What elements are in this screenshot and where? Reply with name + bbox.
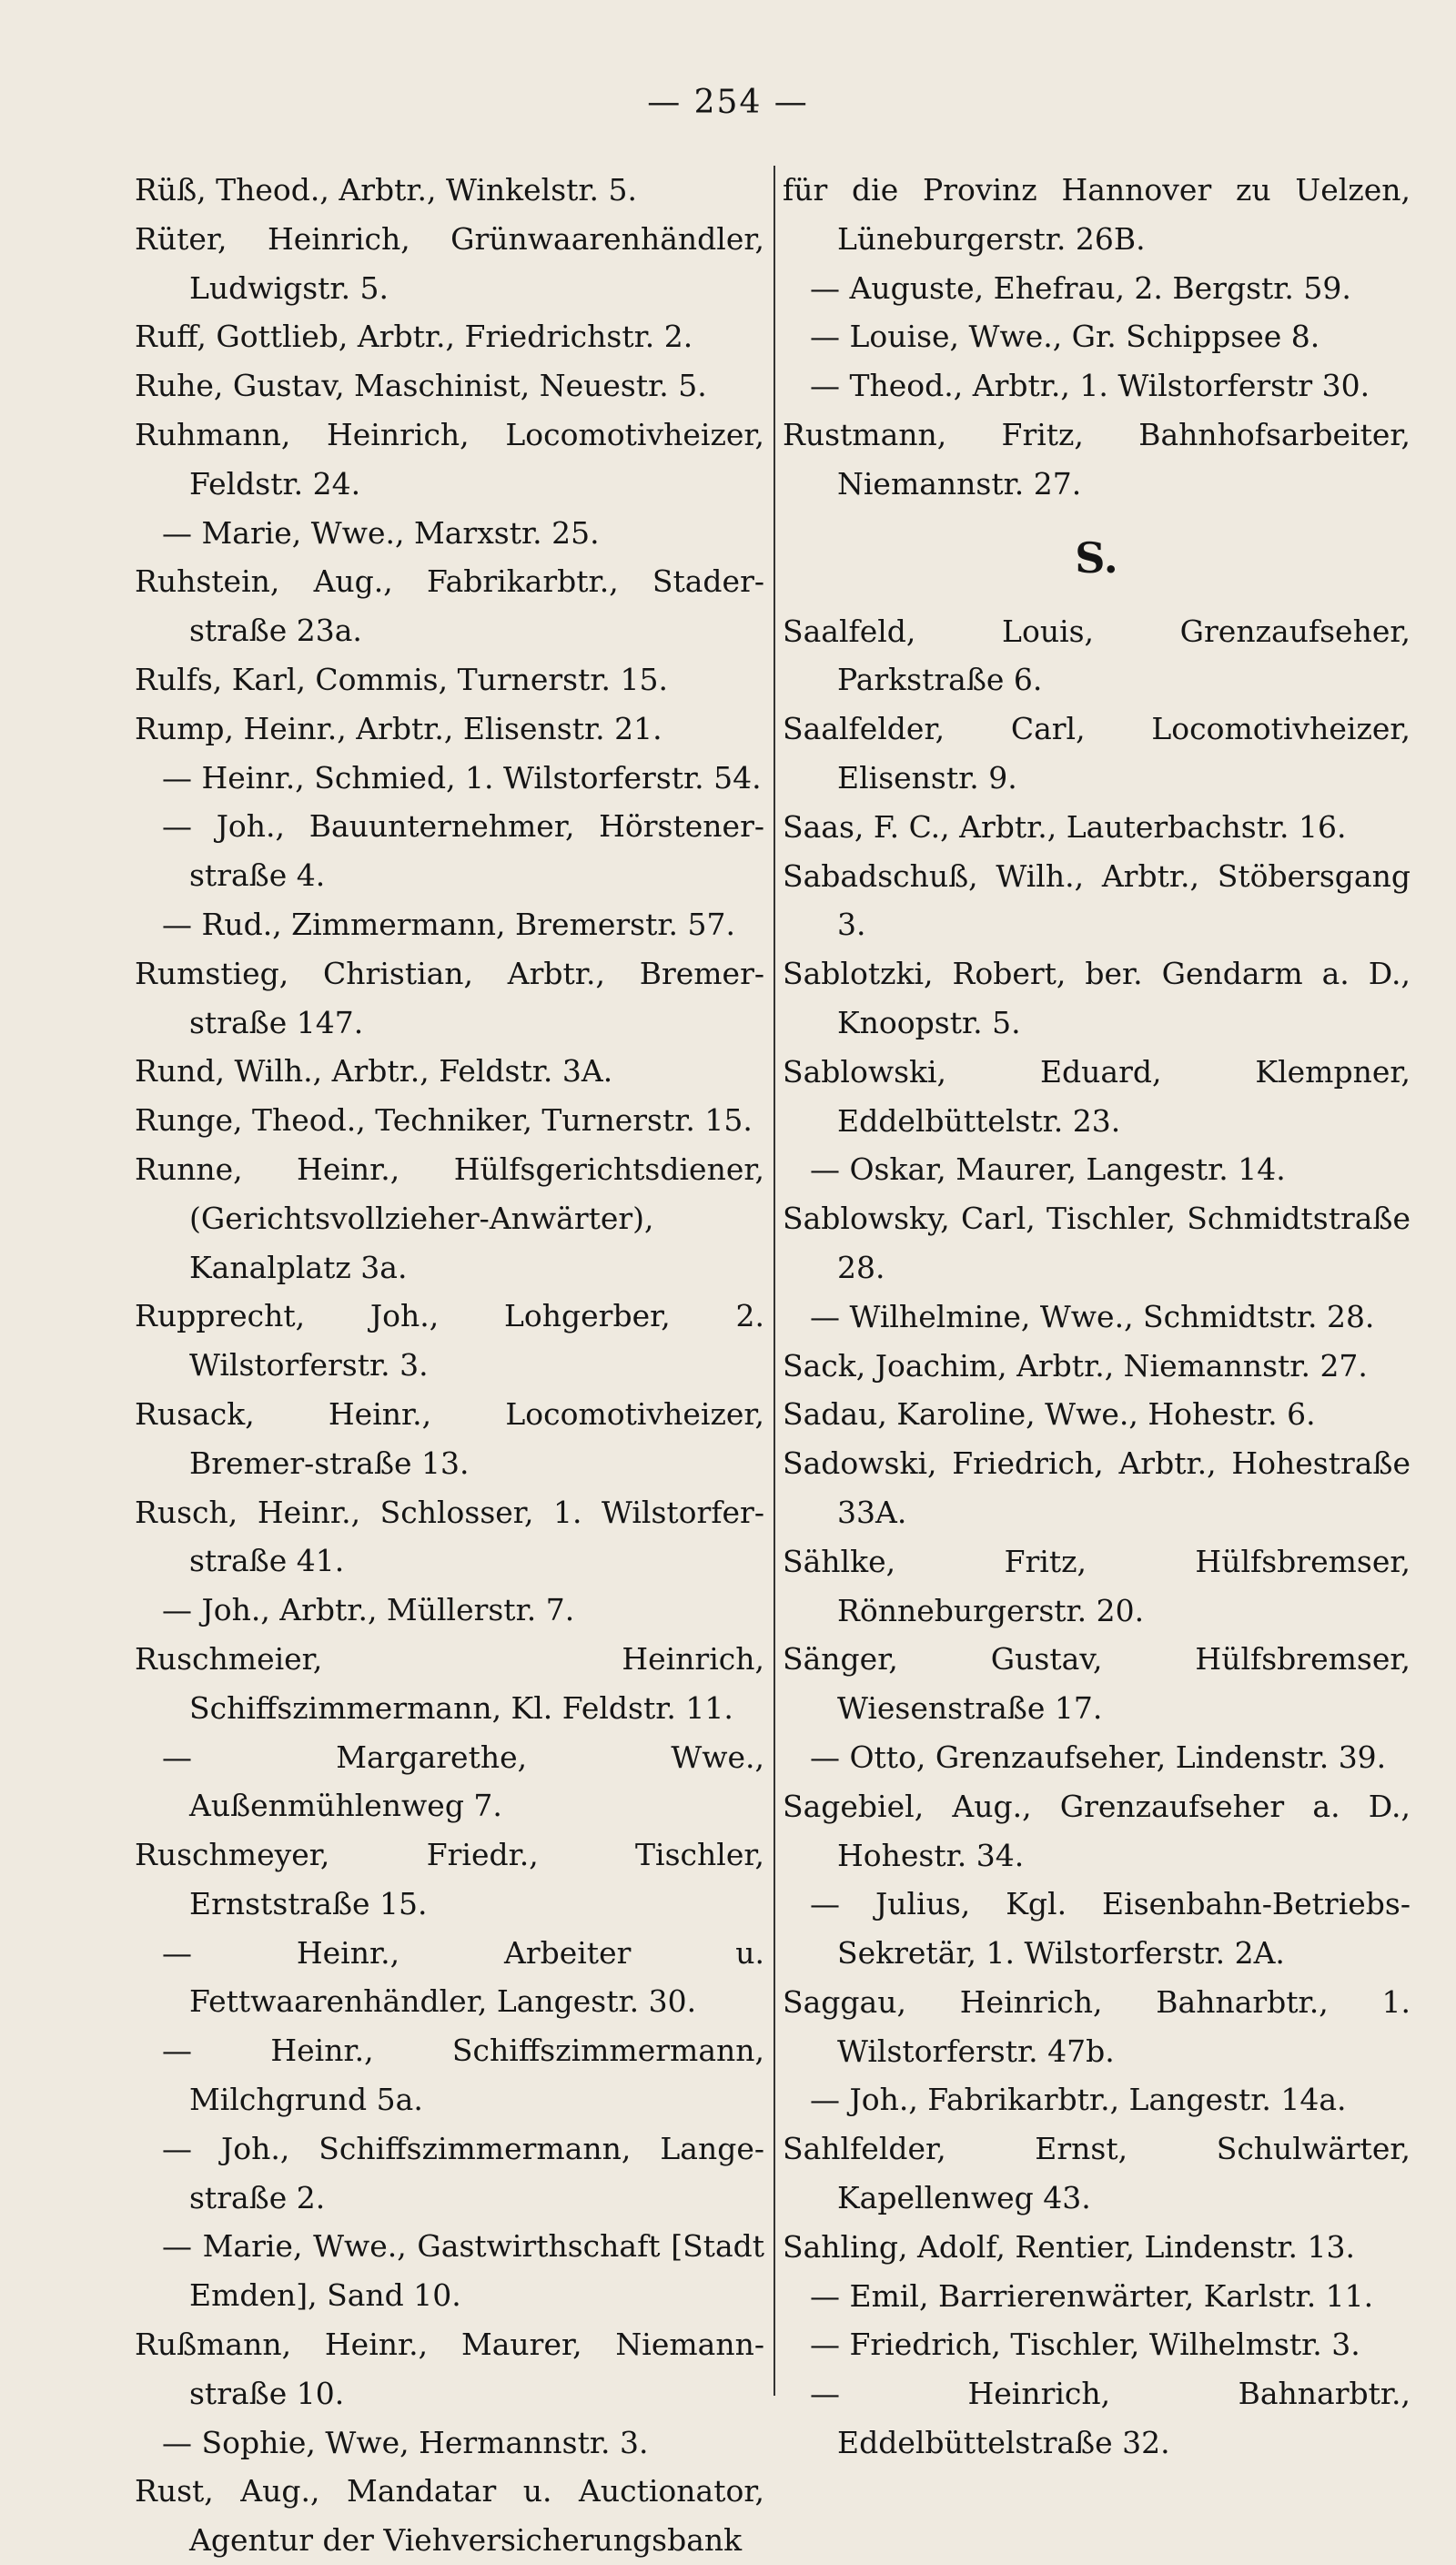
directory-entry: Saas, F. C., Arbtr., Lauterbachstr. 16. [783, 808, 1347, 845]
page-number: — 254 — [647, 84, 809, 121]
right-column-continued-entries [783, 166, 1410, 509]
directory-entry: Ruhstein, Aug., Fabrikarbtr., Stader-straße 23a. [135, 563, 764, 649]
directory-sub-entry: — Sophie, Wwe, Hermannstr. 3. [162, 2424, 649, 2460]
directory-entry: Rupprecht, Joh., Lohgerber, 2. Wilstorferstr. 3. [135, 1298, 764, 1384]
directory-entry: Saalfeld, Louis, Grenzaufseher, Parkstraße 6. [783, 613, 1410, 698]
directory-entry: Rußmann, Heinr., Maurer, Niemann-straße 10. [135, 2327, 764, 2411]
directory-entry: Sabadschuß, Wilh., Arbtr., Stöbersgang 3. [783, 857, 1410, 943]
directory-entry: Sählke, Fritz, Hülfsbremser, Rönneburgerstr. 20. [783, 1543, 1410, 1628]
directory-entry: Sablotzki, Robert, ber. Gendarm a. D., Knoopstr. 5. [783, 956, 1410, 1040]
directory-sub-entry: — Joh., Schiffszimmermann, Lange-straße 2. [162, 2130, 764, 2215]
directory-entry: Ruhmann, Heinrich, Locomotivheizer, Feldstr. 24. [135, 416, 764, 502]
directory-entry: Sadau, Karoline, Wwe., Hohestr. 6. [783, 1396, 1316, 1433]
right-column-s-entries [783, 607, 1410, 2468]
directory-sub-entry: — Heinrich, Bahnarbtr., Eddelbüttelstraße 32. [810, 2376, 1410, 2461]
directory-entry: Rustmann, Fritz, Bahnhofsarbeiter, Niemannstr. 27. [783, 416, 1410, 502]
directory-entry: Rumstieg, Christian, Arbtr., Bremer-straße 147. [135, 955, 764, 1040]
directory-sub-entry: — Joh., Bauunternehmer, Hörstener-straße 4. [162, 808, 764, 894]
column-divider [774, 166, 775, 2396]
directory-entry: Sack, Joachim, Arbtr., Niemannstr. 27. [783, 1347, 1368, 1384]
directory-sub-entry: — Otto, Grenzaufseher, Lindenstr. 39. [810, 1739, 1387, 1775]
directory-sub-entry: — Louise, Wwe., Gr. Schippsee 8. [810, 319, 1320, 355]
directory-entry: Rust, Aug., Mandatar u. Auctionator, Agentur der Viehversicherungsbank [135, 2473, 764, 2559]
directory-entry: Saggau, Heinrich, Bahnarbtr., 1. Wilstorferstr. 47b. [783, 1983, 1410, 2069]
directory-sub-entry: — Auguste, Ehefrau, 2. Bergstr. 59. [810, 269, 1351, 306]
directory-entry: Sahling, Adolf, Rentier, Lindenstr. 13. [783, 2228, 1355, 2265]
directory-entry: Sahlfelder, Ernst, Schulwärter, Kapellenweg 43. [783, 2131, 1410, 2216]
directory-sub-entry: — Marie, Wwe., Marxstr. 25. [162, 514, 600, 551]
directory-sub-entry: — Joh., Arbtr., Müllerstr. 7. [162, 1592, 575, 1628]
directory-sub-entry: — Heinr., Arbeiter u. Fettwaarenhändler, Langestr. 30. [162, 1934, 764, 2020]
directory-sub-entry: — Theod., Arbtr., 1. Wilstorferstr 30. [810, 368, 1370, 404]
directory-entry: Sablowsky, Carl, Tischler, Schmidtstraße 28. [783, 1201, 1410, 1285]
section-letter-heading: S. [1075, 532, 1118, 583]
directory-entry: Ruschmeyer, Friedr., Tischler, Ernststraße 15. [135, 1837, 764, 1921]
directory-sub-entry: — Emil, Barrierenwärter, Karlstr. 11. [810, 2277, 1374, 2314]
directory-entry: Sänger, Gustav, Hülfsbremser, Wiesenstraße 17. [783, 1641, 1410, 1727]
directory-entry: für die Provinz Hannover zu Uelzen, Lüneburgerstr. 26B. [783, 172, 1410, 257]
directory-entry: Ruschmeier, Heinrich, Schiffszimmermann, Kl. Feldstr. 11. [135, 1640, 764, 1726]
directory-entry: Sagebiel, Aug., Grenzaufseher a. D., Hohestr. 34. [783, 1788, 1410, 1873]
directory-sub-entry: — Wilhelmine, Wwe., Schmidtstr. 28. [810, 1298, 1375, 1334]
directory-sub-entry: — Margarethe, Wwe., Außenmühlenweg 7. [162, 1739, 764, 1824]
left-column [135, 166, 764, 2565]
directory-entry: Rusch, Heinr., Schlosser, 1. Wilstorfer-straße 41. [135, 1494, 764, 1579]
directory-entry: Rüß, Theod., Arbtr., Winkelstr. 5. [135, 172, 638, 208]
directory-sub-entry: — Heinr., Schmied, 1. Wilstorferstr. 54. [162, 759, 762, 796]
directory-entry: Ruhe, Gustav, Maschinist, Neuestr. 5. [135, 368, 707, 404]
directory-entry: Runne, Heinr., Hülfsgerichtsdiener, (Gerichtsvollzieher-Anwärter), Kanalplatz 3a. [135, 1151, 764, 1285]
directory-entry: Rulfs, Karl, Commis, Turnerstr. 15. [135, 661, 668, 697]
directory-sub-entry: — Heinr., Schiffszimmermann, Milchgrund 5a. [162, 2033, 764, 2118]
directory-entry: Saalfelder, Carl, Locomotivheizer, Elisenstr. 9. [783, 711, 1410, 796]
directory-sub-entry: — Joh., Fabrikarbtr., Langestr. 14a. [810, 2082, 1347, 2118]
directory-sub-entry: — Rud., Zimmermann, Bremerstr. 57. [162, 906, 735, 942]
directory-sub-entry: — Oskar, Maurer, Langestr. 14. [810, 1151, 1286, 1188]
right-column [783, 166, 1410, 2468]
directory-sub-entry: — Julius, Kgl. Eisenbahn-Betriebs-Sekretär, 1. Wilstorferstr. 2A. [810, 1886, 1410, 1972]
directory-sub-entry: — Marie, Wwe., Gastwirthschaft [Stadt Emden], Sand 10. [162, 2228, 764, 2314]
directory-entry: Ruff, Gottlieb, Arbtr., Friedrichstr. 2. [135, 319, 693, 355]
directory-sub-entry: — Friedrich, Tischler, Wilhelmstr. 3. [810, 2327, 1360, 2363]
directory-entry: Runge, Theod., Techniker, Turnerstr. 15. [135, 1102, 753, 1139]
directory-entry: Rusack, Heinr., Locomotivheizer, Bremer-straße 13. [135, 1395, 764, 1481]
directory-entry: Sablowski, Eduard, Klempner, Eddelbüttelstr. 23. [783, 1053, 1410, 1139]
directory-entry: Rump, Heinr., Arbtr., Elisenstr. 21. [135, 710, 662, 746]
directory-entry: Rüter, Heinrich, Grünwaarenhändler, Ludwigstr. 5. [135, 220, 764, 306]
directory-entry: Rund, Wilh., Arbtr., Feldstr. 3A. [135, 1053, 613, 1090]
directory-entry: Sadowski, Friedrich, Arbtr., Hohestraße 33A. [783, 1445, 1410, 1530]
